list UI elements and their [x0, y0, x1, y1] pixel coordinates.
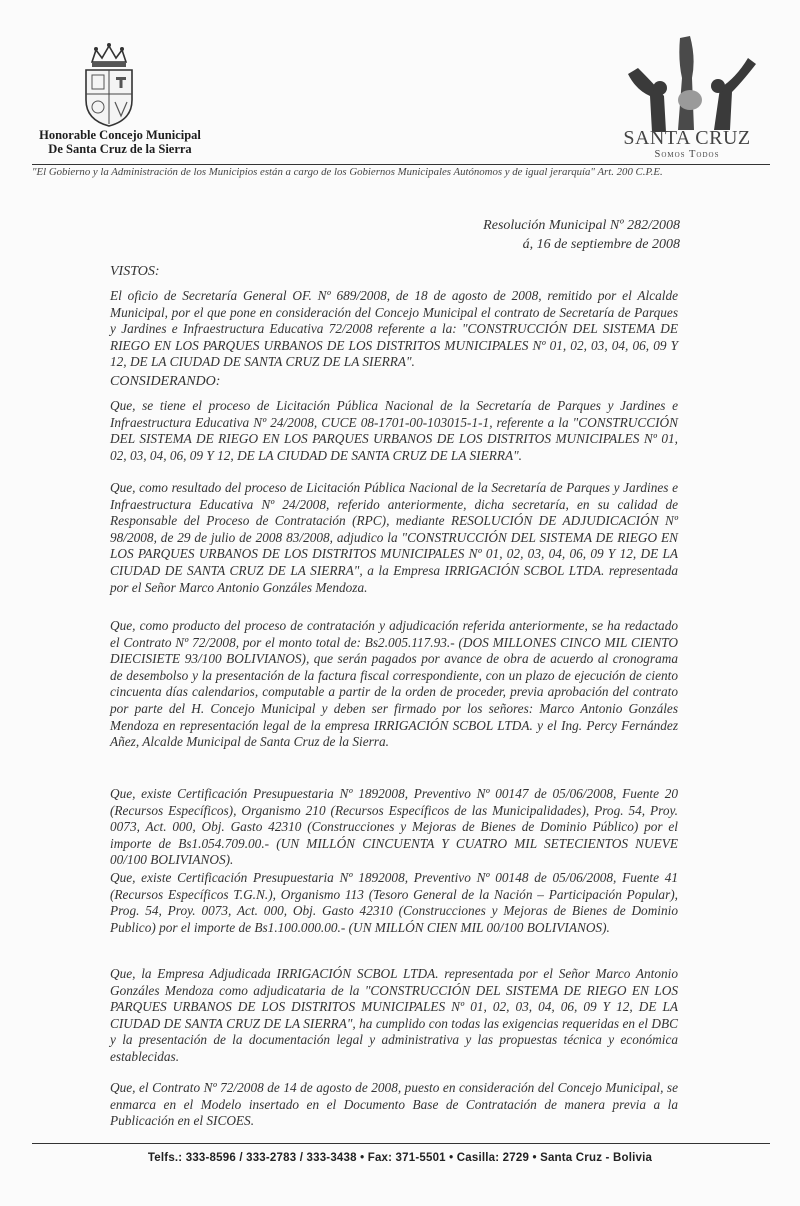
considerando-paragraph-4: Que, existe Certificación Presupuestaria Nº 1892008, Preventivo Nº 00147 de 05/06/2008, Fuente 20 (Recursos Específicos), Organismo 210 (Recursos Específicos de las Municipalidades), Prog. 54, Proy. 0073, Act. 000, Obj. Gasto 42310 (Construcciones y Mejoras de Bienes de Dominio Público) por el importe de Bs1.054.709.00.- (UN MILLÓN CINCUENTA Y CUATRO MIL SETECIENTOS NUEVE 00/100 BOLIVIANOS).	[110, 786, 678, 868]
coat-of-arms-icon	[78, 42, 140, 128]
considerando-paragraph-5: Que, existe Certificación Presupuestaria Nº 1892008, Preventivo Nº 00148 de 05/06/2008, Fuente 41 (Recursos Específicos T.G.N.), Organismo 113 (Tesoro General de la Nación – Participación Popular), Prog. 54, Proy. 0073, Act. 000, Obj. Gasto 42310 (Construcciones y Mejoras de Bienes de Dominio Publico) por el importe de Bs1.100.000.00.- (UN MILLÓN CIEN MIL 00/100 BOLIVIANOS).	[110, 870, 678, 935]
vistos-paragraph: El oficio de Secretaría General OF. Nº 689/2008, de 18 de agosto de 2008, remitido por el Alcalde Municipal, por el que pone en consideración del Concejo Municipal el contrato de Secretaría de Parques y Jardines e Infraestructura Educativa 72/2008 referente a la: "CONSTRUCCIÓN DEL SISTEMA DE RIEGO EN LOS PARQUES URBANOS DE LOS DISTRITOS MUNICIPALES Nº 01, 02, 03, 04, 06, 09 Y 12, DE LA CIUDAD DE SANTA CRUZ DE LA SIERRA".	[110, 288, 678, 370]
resolution-title: Resolución Municipal Nº 282/2008	[483, 218, 680, 233]
considerando-paragraph-2: Que, como resultado del proceso de Licitación Pública Nacional de la Secretaría de Parques y Jardines e Infraestructura Educativa Nº 24/2008, referido anteriormente, dicha secretaría, en su calidad de Responsable del Proceso de Contratación (RPC), mediante RESOLUCIÓN DE ADJUDICACIÓN Nº 98/2008, de 29 de julio de 2008 83/2008, adjudico la "CONSTRUCCIÓN DEL SISTEMA DE RIEGO EN LOS PARQUES URBANOS DE LOS DISTRITOS MUNICIPALES Nº 01, 02, 03, 04, 06, 09 Y 12, DE LA CIUDAD DE SANTA CRUZ DE LA SIERRA", a la Empresa IRRIGACIÓN SCBOL LTDA. representada por el Señor Marco Antonio Gonzáles Mendoza.	[110, 480, 678, 595]
considerando-paragraph-1: Que, se tiene el proceso de Licitación Pública Nacional de la Secretaría de Parques y Jardines e Infraestructura Educativa Nº 24/2008, CUCE 08-1701-00-103015-1-1, referente a la "CONSTRUCCIÓN DEL SISTEMA DE RIEGO EN LOS PARQUES URBANOS DE LOS DISTRITOS MUNICIPALES Nº 01, 02, 03, 04, 06, 09 Y 12, DE LA CIUDAD DE SANTA CRUZ DE LA SIERRA".	[110, 398, 678, 463]
brand-name: SANTA CRUZ	[623, 127, 751, 149]
council-name-line2: De Santa Cruz de la Sierra	[48, 142, 192, 156]
council-name-line1: Honorable Concejo Municipal	[39, 128, 201, 142]
considerando-paragraph-7: Que, el Contrato Nº 72/2008 de 14 de agosto de 2008, puesto en consideración del Concejo Municipal, se enmarca en el Modelo insertado en el Documento Base de Contratación de manera previa a la Publicación en el SICOES.	[110, 1080, 678, 1129]
resolution-date: á, 16 de septiembre de 2008	[522, 237, 680, 252]
header-divider	[32, 164, 770, 165]
brand-slogan: Somos Todos	[654, 149, 720, 160]
considerando-heading: CONSIDERANDO:	[110, 374, 221, 389]
council-name	[20, 128, 220, 156]
footer-contact: Telfs.: 333-8596 / 333-2783 / 333-3438 • Fax: 371-5501 • Casilla: 2729 • Santa Cruz - Bolivia	[147, 1152, 653, 1164]
considerando-paragraph-3: Que, como producto del proceso de contratación y adjudicación referida anteriormente, se ha redactado el Contrato Nº 72/2008, por el monto total de: Bs2.005.117.93.- (DOS MILLONES CINCO MIL CIENTO DIECISIETE 93/100 BOLIVIANOS), que serán pagados por avance de obra de acuerdo al cronograma de desembolso y la presentación de la factura fiscal correspondiente, con un plazo de ejecución de ciento cincuenta días calendarios, computable a partir de la orden de proceder, previa aprobación del contrato por parte del H. Concejo Municipal y deben ser firmado por los señores: Marco Antonio Gonzáles Mendoza en representación legal de la empresa IRRIGACIÓN SCBOL LTDA. y el Ing. Percy Fernández Añez, Alcalde Municipal de Santa Cruz de la Sierra.	[110, 618, 678, 750]
constitutional-quote: "El Gobierno y la Administración de los Municipios están a cargo de los Gobiernos Municipales Autónomos y de igual jerarquía" Art. 200 C.P.E.	[32, 166, 663, 178]
footer-divider	[32, 1143, 770, 1144]
vistos-heading: VISTOS:	[110, 264, 160, 279]
considerando-paragraph-6: Que, la Empresa Adjudicada IRRIGACIÓN SCBOL LTDA. representada por el Señor Marco Antonio Gonzáles Mendoza como adjudicataria de la "CONSTRUCCIÓN DEL SISTEMA DE RIEGO EN LOS PARQUES URBANOS DE LOS DISTRITOS MUNICIPALES Nº 01, 02, 03, 04, 06, 09 Y 12, DE LA CIUDAD DE SANTA CRUZ DE LA SIERRA", ha cumplido con todas las exigencias requeridas en el DBC y la presentación de la documentación legal y administrativa y las propuestas técnica y económica establecidas.	[110, 966, 678, 1064]
